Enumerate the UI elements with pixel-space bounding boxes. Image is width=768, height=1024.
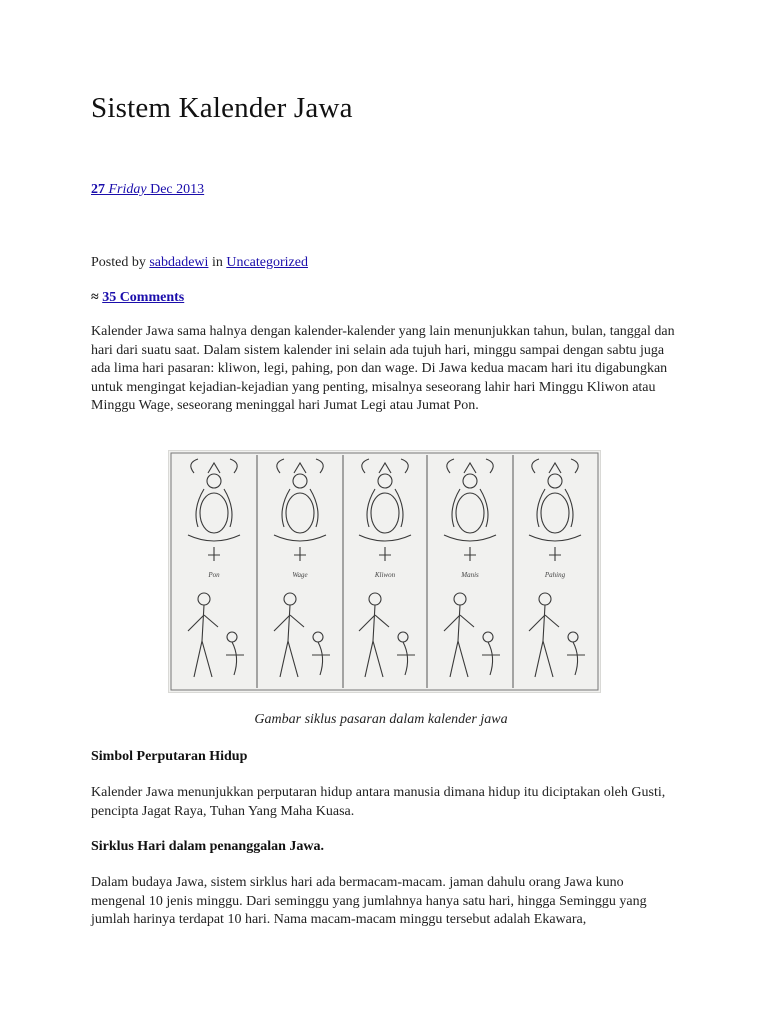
- panel-label-pahing: Pahing: [544, 571, 566, 579]
- section-heading-simbol: Simbol Perputaran Hidup: [91, 749, 248, 764]
- comments-line: [91, 290, 184, 306]
- date-month-year: Dec 2013: [150, 182, 205, 197]
- comments-prefix: ≈: [91, 290, 99, 305]
- panel-label-kliwon: Kliwon: [374, 571, 396, 579]
- post-date: [91, 182, 204, 198]
- panel-label-wage: Wage: [292, 571, 308, 579]
- siklus-paragraph: Dalam budaya Jawa, sistem sirklus hari ada bermacam-macam. jaman dahulu orang Jawa kuno mengenal 10 jenis minggu. Dari seminggu yang jumlahnya hanya satu hari, hingga Seminggu yang jumlah harinya terdapat 10 hari. Nama macam-macam minggu tersebut adalah Ekawara,: [91, 875, 647, 927]
- intro-paragraph: Kalender Jawa sama halnya dengan kalender-kalender yang lain menunjukkan tahun, bulan, tanggal dan hari dari suatu saat. Dalam sistem kalender ini selain ada tujuh hari, minggu sampai dengan sabtu juga ada lima hari pasaran: kliwon, legi, pahing, pon dan wage. Di Jawa kedua macam hari itu digabungkan untuk mengingat kejadian-kejadian yang penting, misalnya seseorang lahir hari Minggu Kliwon atau Minggu Wage, seseorang meninggal hari Jumat Legi atau Jumat Pon.: [91, 324, 675, 413]
- comments-link[interactable]: 35 Comments: [102, 290, 185, 305]
- date-day: 27: [91, 182, 105, 197]
- simbol-paragraph: Kalender Jawa menunjukkan perputaran hidup antara manusia dimana hidup itu diciptakan oleh Gusti, pencipta Jagat Raya, Tuhan Yang Maha Kuasa.: [91, 785, 666, 819]
- category-link[interactable]: Uncategorized: [226, 255, 308, 270]
- post-meta: [91, 255, 308, 271]
- post-date-link[interactable]: [91, 182, 204, 197]
- panel-label-manis: Manis: [461, 571, 479, 579]
- date-weekday: Friday: [108, 182, 147, 197]
- article-title: Sistem Kalender Jawa: [91, 92, 353, 124]
- pasaran-cycle-figure: [168, 450, 601, 693]
- in-label: in: [211, 255, 223, 270]
- section-heading-siklus: Sirklus Hari dalam penanggalan Jawa.: [91, 839, 324, 854]
- panel-label-pon: Pon: [208, 571, 220, 579]
- author-link[interactable]: sabdadewi: [149, 255, 209, 270]
- posted-by-label: Posted by: [91, 255, 146, 270]
- figure-caption: Gambar siklus pasaran dalam kalender jawa: [254, 712, 508, 727]
- wayang-illustration: [169, 451, 600, 692]
